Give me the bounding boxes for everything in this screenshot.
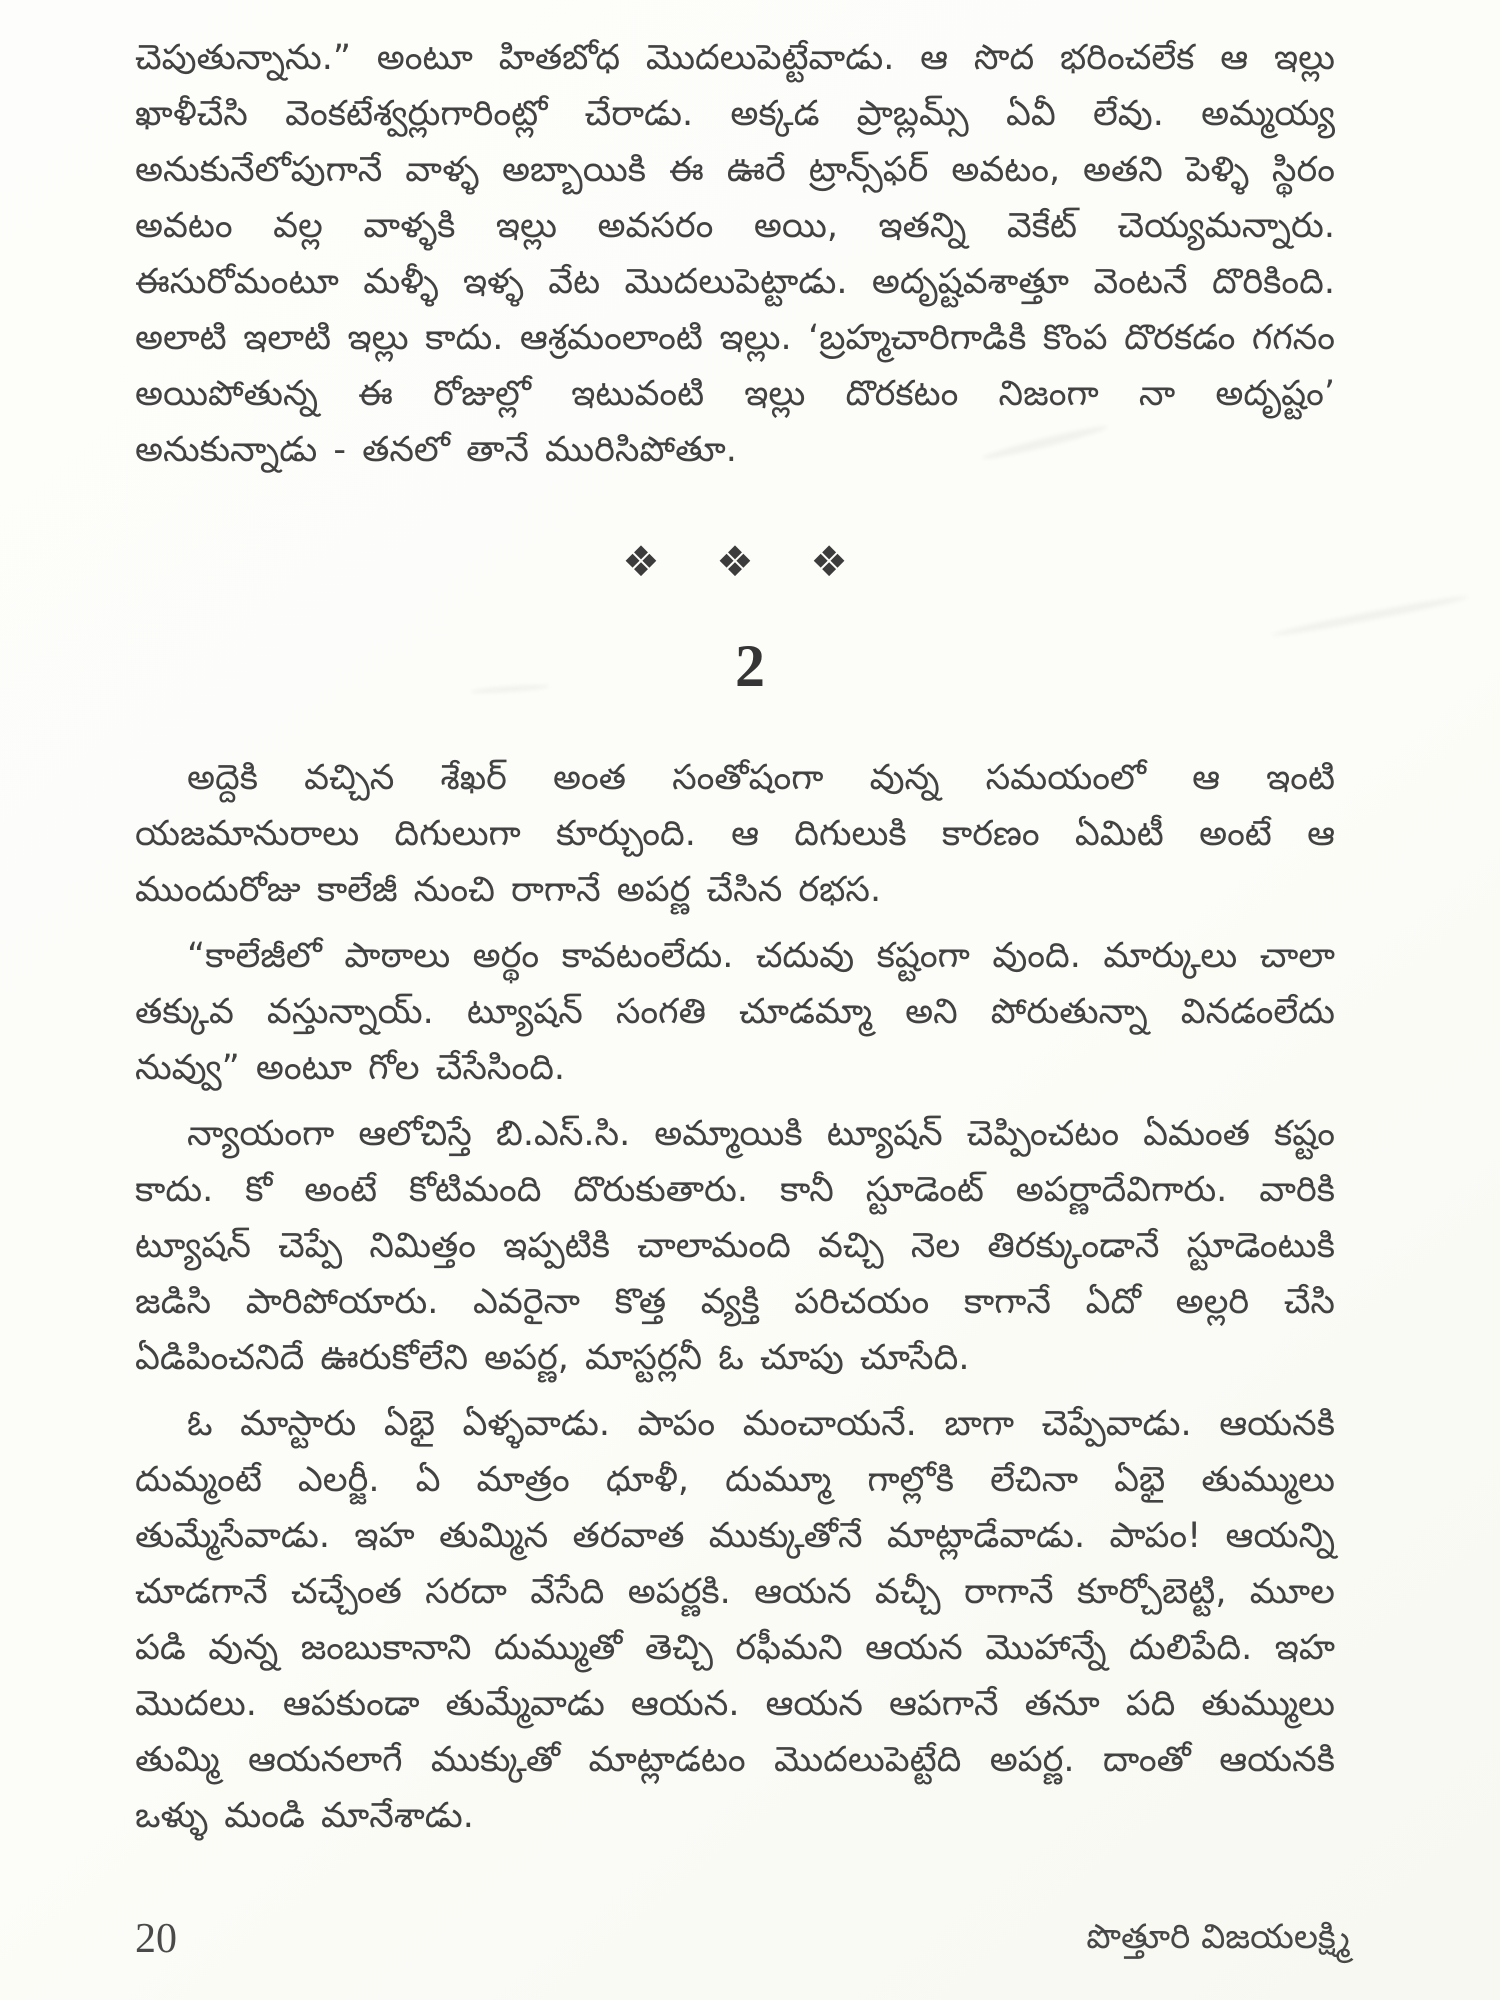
diamond-ornament-icon: ❖ (622, 537, 660, 586)
diamond-ornament-icon: ❖ (716, 537, 754, 586)
page-number: 20 (135, 1916, 177, 1962)
section-divider (135, 537, 1335, 586)
paragraph: అద్దెకి వచ్చిన శేఖర్ అంత సంతోషంగా వున్న సమయంలో ఆ ఇంటి యజమానురాలు దిగులుగా కూర్చుంది. ఆ దిగులుకి కారణం ఏమిటీ అంటే ఆ ముందురోజు కాలేజీ నుంచి రాగానే అపర్ణ చేసిన రభస. (135, 758, 1335, 910)
diamond-ornament-icon: ❖ (810, 537, 848, 586)
paragraph-continuation: చెపుతున్నాను.” అంటూ హితబోధ మొదలుపెట్టేవాడు. ఆ సొద భరించలేక ఆ ఇల్లు ఖాళీచేసి వెంకటేశ్వర్లుగారింట్లో చేరాడు. అక్కడ ప్రాబ్లమ్స్ ఏవీ లేవు. అమ్మయ్య అనుకునేలోపుగానే వాళ్ళ అబ్బాయికి ఈ ఊరే ట్రాన్స్‌ఫర్ అవటం, అతని పెళ్ళి స్థిరం అవటం వల్ల వాళ్ళకి ఇల్లు అవసరం అయి, ఇతన్ని వెకేట్ చెయ్యమన్నారు. ఈసురోమంటూ మళ్ళీ ఇళ్ళ వేట మొదలుపెట్టాడు. అదృష్టవశాత్తూ వెంటనే దొరికింది. అలాటి ఇలాటి ఇల్లు కాదు. ఆశ్రమంలాంటి ఇల్లు. ‘బ్రహ్మచారిగాడికి కొంప దొరకడం గగనం అయిపోతున్న ఈ రోజుల్లో ఇటువంటి ఇల్లు దొరకటం నిజంగా నా అదృష్టం’ అనుకున్నాడు - తనలో తానే మురిసిపోతూ. (135, 38, 1335, 470)
author-name: పొత్తూరి విజయలక్ష్మి (1086, 1917, 1350, 1957)
chapter-number: 2 (735, 633, 765, 699)
paragraph: ఓ మాస్టారు ఏభై ఏళ్ళవాడు. పాపం మంచాయనే. బాగా చెప్పేవాడు. ఆయనకి దుమ్మంటే ఎలర్జీ. ఏ మాత్రం ధూళీ, దుమ్మూ గాల్లోకి లేచినా ఏభై తుమ్ములు తుమ్మేసేవాడు. ఇహ తుమ్మిన తరవాత ముక్కుతోనే మాట్లాడేవాడు. పాపం! ఆయన్ని చూడగానే చచ్చేంత సరదా వేసేది అపర్ణకి. ఆయన వచ్చీ రాగానే కూర్చోబెట్టి, మూల పడి వున్న జంబుకానాని దుమ్ముతో తెచ్చి రఫీమని ఆయన మొహాన్నే దులిపేది. ఇహ మొదలు. ఆపకుండా తుమ్మేవాడు ఆయన. ఆయన ఆపగానే తనూ పది తుమ్ములు తుమ్మి ఆయనలాగే ముక్కుతో మాట్లాడటం మొదలుపెట్టేది అపర్ణ. దాంతో ఆయనకి ఒళ్ళు మండి మానేశాడు. (135, 1404, 1335, 1836)
page-text-column (135, 30, 1335, 1844)
paragraph-dialogue: “కాలేజీలో పాఠాలు అర్థం కావటంలేదు. చదువు కష్టంగా వుంది. మార్కులు చాలా తక్కువ వస్తున్నాయ్. ట్యూషన్ సంగతి చూడమ్మా అని పోరుతున్నా వినడంలేదు నువ్వు” అంటూ గోల చేసేసింది. (135, 936, 1335, 1088)
page-footer (135, 1914, 1350, 1960)
paragraph: న్యాయంగా ఆలోచిస్తే బి.ఎస్.సి. అమ్మాయికి ట్యూషన్ చెప్పించటం ఏమంత కష్టం కాదు. కో అంటే కోటిమంది దొరుకుతారు. కానీ స్టూడెంట్ అపర్ణాదేవిగారు. వారికి ట్యూషన్ చెప్పే నిమిత్తం ఇప్పటికి చాలామంది వచ్చి నెల తిరక్కుండానే స్టూడెంటుకి జడిసి పారిపోయారు. ఎవరైనా కొత్త వ్యక్తి పరిచయం కాగానే ఏదో అల్లరి చేసి ఏడిపించనిదే ఊరుకోలేని అపర్ణ, మాస్టర్లనీ ఓ చూపు చూసేది. (135, 1114, 1335, 1378)
